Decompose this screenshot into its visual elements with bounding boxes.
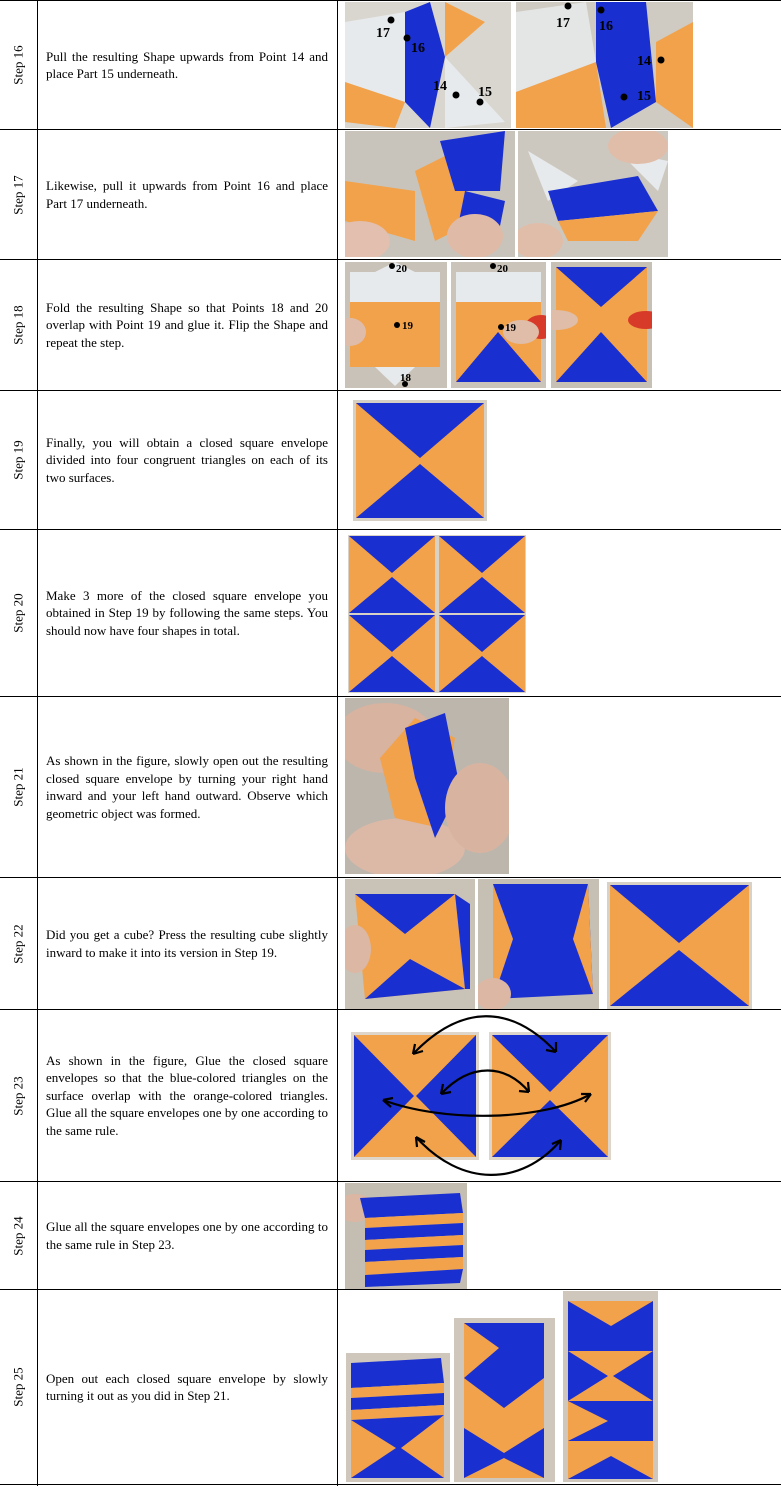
step-description: Finally, you will obtain a closed square envelope divided into four congruent triangles on each of its two surfaces. — [46, 434, 328, 485]
point-label: 18 — [400, 372, 411, 384]
step-photo — [345, 2, 511, 128]
step-label: Step 24 — [10, 1215, 26, 1256]
point-label: 15 — [478, 85, 492, 100]
point-label: 14 — [637, 54, 651, 69]
point-label: 15 — [637, 89, 651, 104]
step-description: Open out each closed square envelope by slowly turning it out as you did in Step 21. — [46, 1370, 328, 1403]
step-photo — [345, 262, 447, 388]
step-photo-grid — [348, 535, 526, 693]
point-label: 14 — [433, 79, 447, 94]
step-photo — [551, 262, 652, 388]
column-divider-text — [337, 0, 338, 1486]
point-label: 16 — [411, 41, 425, 56]
point-label: 17 — [376, 26, 390, 41]
step-description: Pull the resulting Shape upwards from Point 14 and place Part 15 underneath. — [46, 48, 328, 81]
step-photo — [607, 882, 752, 1009]
step-photo — [345, 698, 509, 874]
table-border-bottom — [0, 1484, 781, 1485]
step-description: As shown in the figure, slowly open out the resulting closed square envelope by turning your right hand inward and your left hand outward. Observe which geometric object was formed. — [46, 753, 328, 821]
point-label: 20 — [497, 263, 508, 275]
step-photo — [563, 1291, 658, 1482]
step-description: As shown in the figure, Glue the closed square envelopes so that the blue-colored triangles on the surface overlap with the orange-colored triangles. Glue all the square envelopes one by one according to the same rule. — [46, 1052, 328, 1138]
step-photo — [345, 1183, 467, 1289]
step-label: Step 21 — [10, 767, 26, 807]
step-label: Step 18 — [10, 305, 26, 345]
step-label: Step 19 — [10, 440, 26, 480]
point-label: 16 — [599, 19, 613, 34]
step-label: Step 25 — [10, 1367, 26, 1407]
step-description: Make 3 more of the closed square envelope you obtained in Step 19 by following the same steps. You should now have four shapes in total. — [46, 587, 328, 638]
point-label: 19 — [505, 322, 516, 334]
step-photo — [345, 131, 515, 257]
step-label: Step 22 — [10, 923, 26, 964]
step-description: Glue all the square envelopes one by one according to the same rule in Step 23. — [46, 1219, 328, 1252]
step-description: Did you get a cube? Press the resulting cube slightly inward to make it into its version in Step 19. — [46, 927, 328, 960]
step-photo — [346, 1353, 450, 1482]
step-diagram — [351, 1012, 613, 1178]
point-label: 17 — [556, 16, 570, 31]
point-label: 19 — [402, 320, 413, 332]
step-photo — [518, 131, 668, 257]
step-label: Step 20 — [10, 593, 26, 633]
step-label: Step 16 — [10, 45, 26, 85]
step-description: Likewise, pull it upwards from Point 16 and place Part 17 underneath. — [46, 178, 328, 211]
step-photo — [353, 400, 487, 521]
point-label: 20 — [396, 263, 407, 275]
step-photo — [454, 1318, 555, 1482]
step-photo — [516, 2, 693, 128]
step-label: Step 23 — [10, 1075, 26, 1116]
step-photo — [451, 262, 546, 388]
step-label: Step 17 — [10, 174, 26, 215]
step-photo — [345, 879, 475, 1009]
step-photo — [478, 879, 599, 1009]
column-divider-label — [37, 0, 38, 1486]
step-description: Fold the resulting Shape so that Points 18 and 20 overlap with Point 19 and glue it. Flip the Shape and repeat the step. — [46, 299, 328, 350]
